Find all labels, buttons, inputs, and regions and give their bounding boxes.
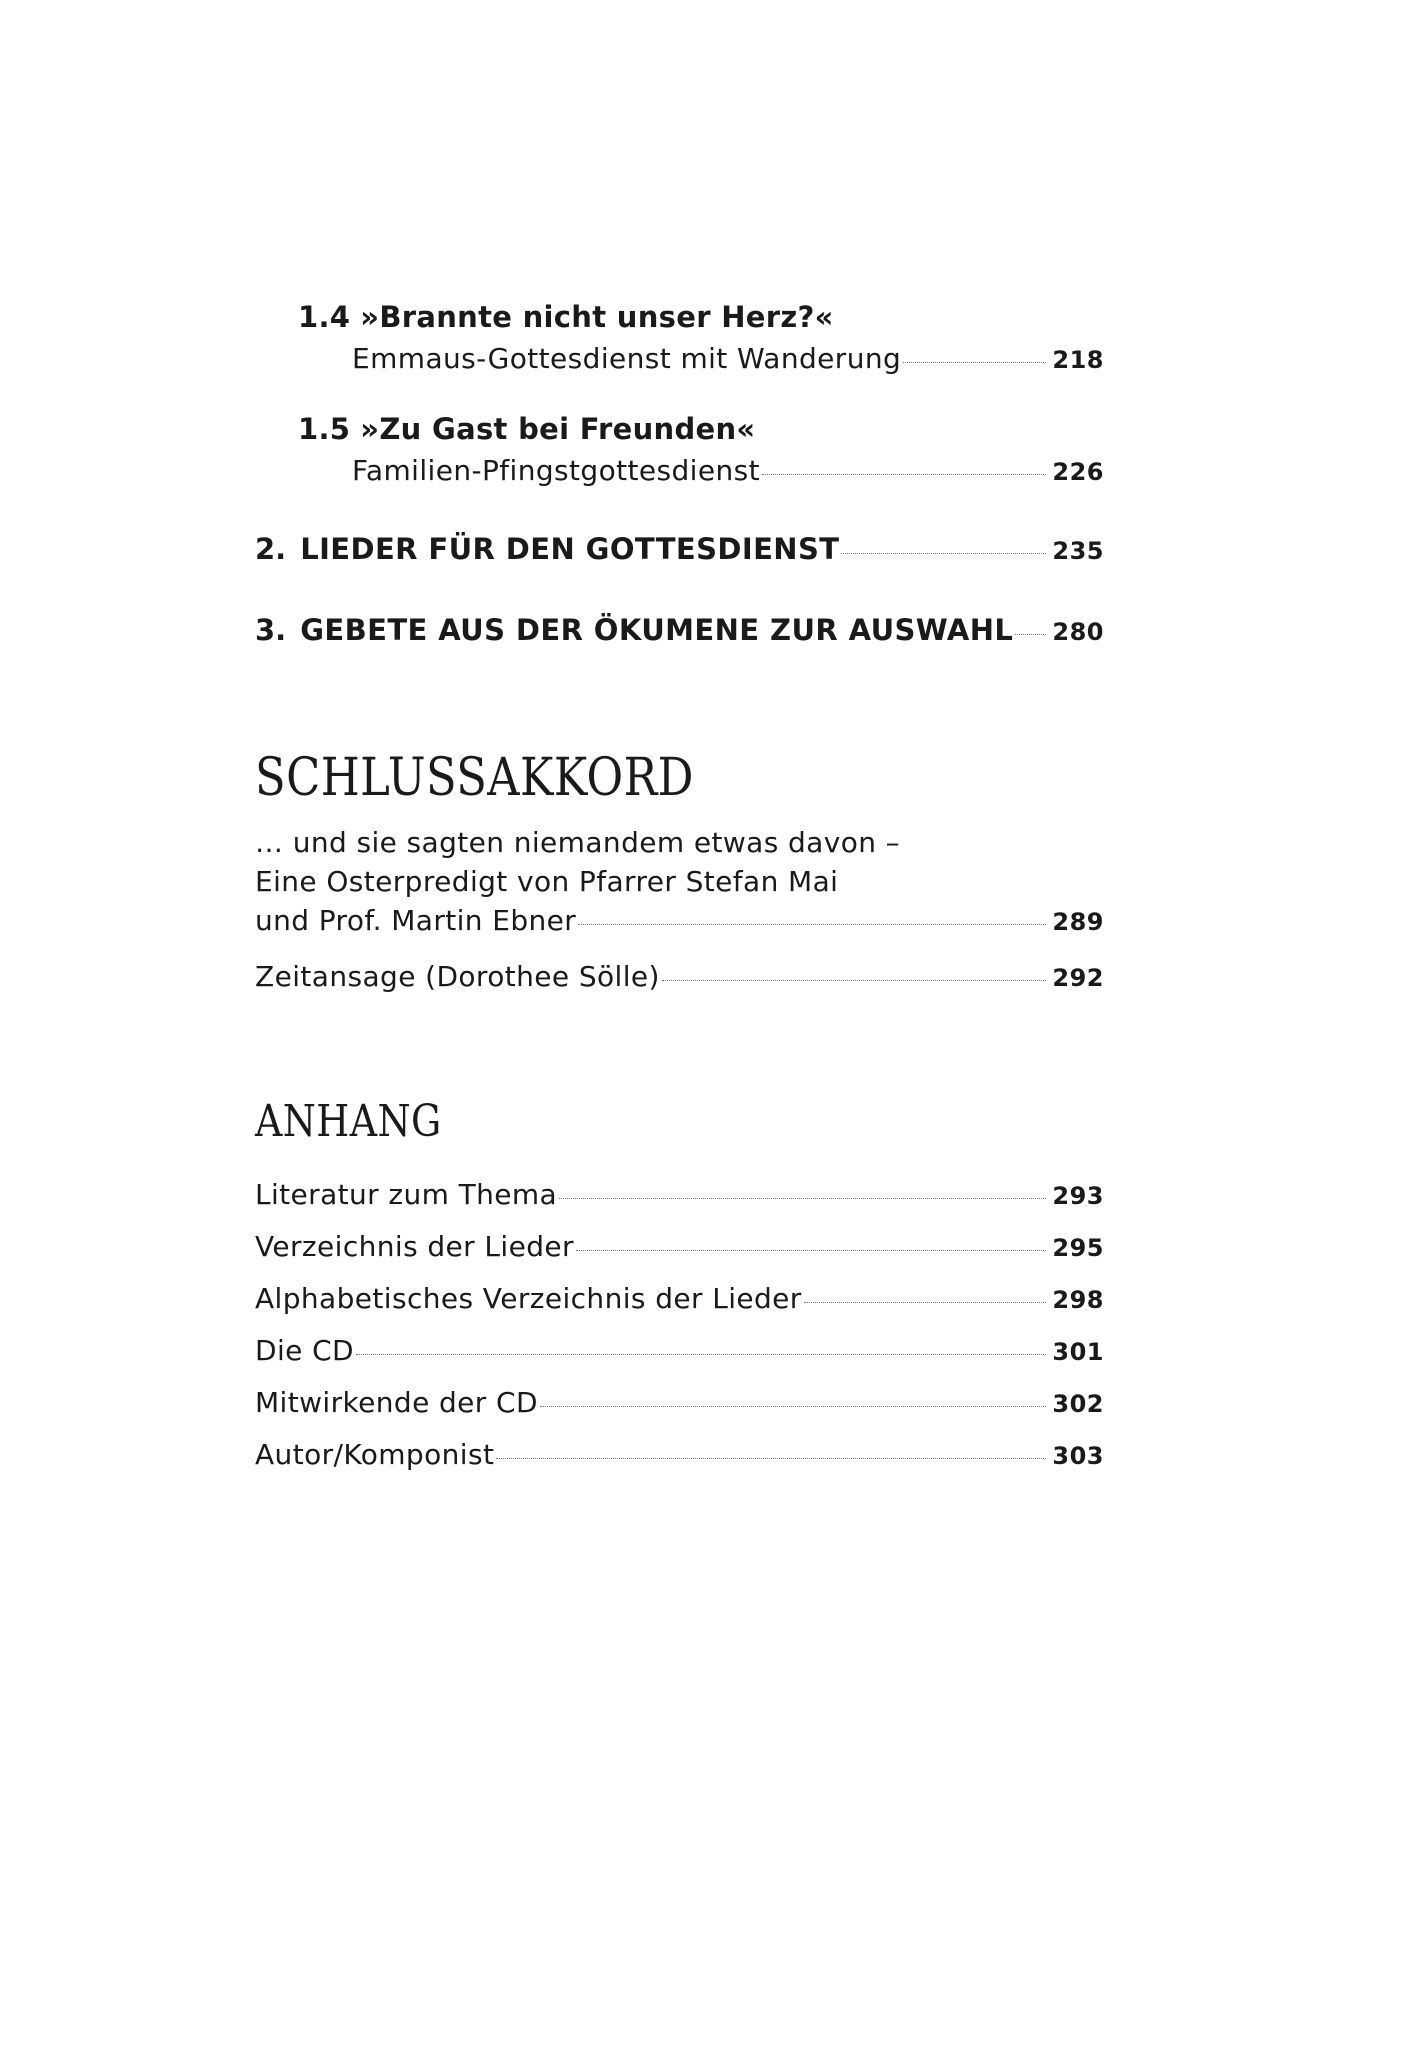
anhang-item-label: Mitwirkende der CD bbox=[255, 1386, 538, 1419]
dotted-leader bbox=[762, 474, 1046, 475]
toc-entry-1-4-heading bbox=[298, 300, 834, 334]
schlussakkord-item-label: Zeitansage (Dorothee Sölle) bbox=[255, 960, 660, 993]
toc-entry-number: 3. bbox=[255, 613, 287, 647]
schlussakkord-item-line: und Prof. Martin Ebner bbox=[255, 904, 577, 937]
toc-entry-number: 2. bbox=[255, 532, 287, 566]
page-number: 302 bbox=[1052, 1390, 1104, 1418]
anhang-item[interactable] bbox=[255, 1178, 1104, 1211]
dotted-leader bbox=[903, 362, 1046, 363]
toc-entry-title: »Brannte nicht unser Herz?« bbox=[360, 300, 834, 334]
section-heading-anhang: ANHANG bbox=[255, 1096, 442, 1147]
anhang-item-label: Die CD bbox=[255, 1334, 354, 1367]
dotted-leader bbox=[576, 1250, 1046, 1251]
toc-entry-title: LIEDER FÜR DEN GOTTESDIENST bbox=[300, 532, 840, 566]
page-number: 301 bbox=[1052, 1338, 1104, 1366]
dotted-leader bbox=[578, 924, 1046, 925]
schlussakkord-item-zeitansage[interactable] bbox=[255, 960, 1104, 993]
dotted-leader bbox=[662, 980, 1047, 981]
anhang-item[interactable] bbox=[255, 1334, 1104, 1367]
toc-entry-subtitle: Emmaus-Gottesdienst mit Wanderung bbox=[352, 342, 902, 375]
page-number: 289 bbox=[1052, 908, 1104, 936]
toc-entry-number: 1.5 bbox=[298, 412, 351, 446]
page-number: 226 bbox=[1052, 458, 1104, 486]
schlussakkord-item-line: … und sie sagten niemandem etwas davon – bbox=[255, 826, 901, 859]
anhang-item-label: Verzeichnis der Lieder bbox=[255, 1230, 574, 1263]
section-heading-schlussakkord: SCHLUSSAKKORD bbox=[255, 748, 694, 808]
toc-entry-1-5-heading bbox=[298, 412, 755, 446]
page-number: 298 bbox=[1052, 1286, 1104, 1314]
page-number: 292 bbox=[1052, 964, 1104, 992]
toc-entry-number: 1.4 bbox=[298, 300, 351, 334]
anhang-item[interactable] bbox=[255, 1438, 1104, 1471]
schlussakkord-item-line: Eine Osterpredigt von Pfarrer Stefan Mai bbox=[255, 865, 839, 898]
dotted-leader bbox=[356, 1354, 1046, 1355]
page-number: 218 bbox=[1052, 346, 1104, 374]
page-number: 295 bbox=[1052, 1234, 1104, 1262]
anhang-item[interactable] bbox=[255, 1282, 1104, 1315]
toc-entry-title: GEBETE AUS DER ÖKUMENE ZUR AUSWAHL bbox=[300, 613, 1014, 647]
anhang-item[interactable] bbox=[255, 1386, 1104, 1419]
anhang-item-label: Alphabetisches Verzeichnis der Lieder bbox=[255, 1282, 802, 1315]
page-number: 293 bbox=[1052, 1182, 1104, 1210]
toc-entry-subtitle: Familien-Pfingstgottesdienst bbox=[352, 454, 760, 487]
page-number: 235 bbox=[1052, 537, 1104, 565]
dotted-leader bbox=[804, 1302, 1047, 1303]
toc-entry-1-4-line[interactable] bbox=[352, 342, 1104, 375]
dotted-leader bbox=[540, 1406, 1046, 1407]
page-number: 280 bbox=[1052, 618, 1104, 646]
dotted-leader bbox=[559, 1198, 1046, 1199]
toc-entry-3[interactable] bbox=[255, 613, 1104, 647]
page-number: 303 bbox=[1052, 1442, 1104, 1470]
dotted-leader bbox=[496, 1458, 1046, 1459]
anhang-item-label: Autor/Komponist bbox=[255, 1438, 495, 1471]
anhang-item-label: Literatur zum Thema bbox=[255, 1178, 558, 1211]
dotted-leader bbox=[841, 553, 1046, 554]
schlussakkord-item-osterpredigt[interactable] bbox=[255, 904, 1104, 937]
toc-entry-title: »Zu Gast bei Freunden« bbox=[360, 412, 756, 446]
dotted-leader bbox=[1015, 634, 1046, 635]
toc-entry-2[interactable] bbox=[255, 532, 1104, 566]
anhang-item[interactable] bbox=[255, 1230, 1104, 1263]
toc-entry-1-5-line[interactable] bbox=[352, 454, 1104, 487]
